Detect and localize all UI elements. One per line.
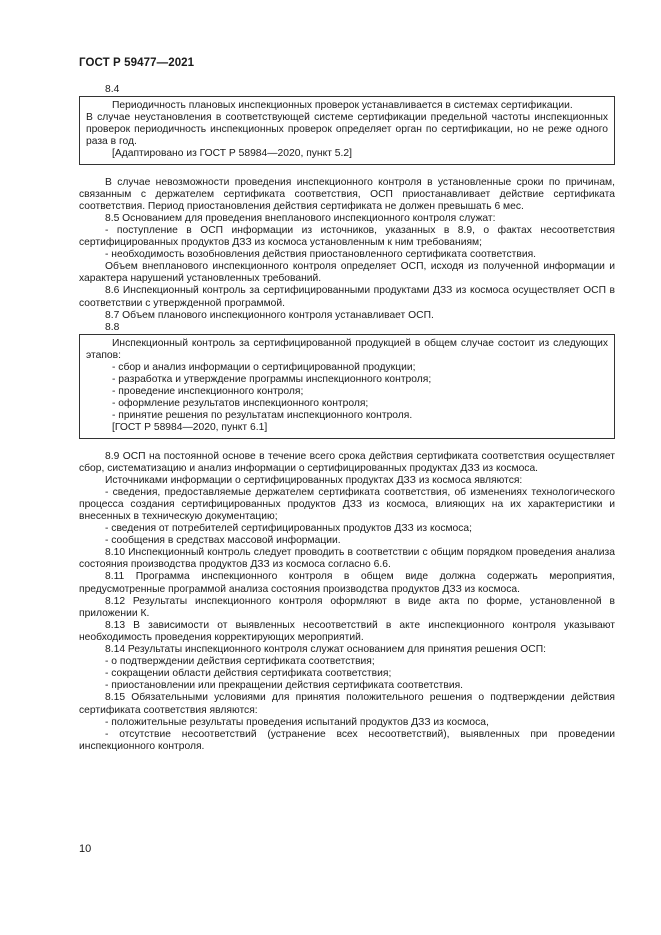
list-item: - сокращении области действия сертификата соответствия;	[105, 668, 392, 680]
page-body	[79, 84, 615, 753]
clause-8-4-frame	[79, 96, 615, 164]
list-item: - необходимость возобновления действия приостановленного сертификата соответствия.	[105, 249, 537, 261]
clause-8-15: 8.15 Обязательными условиями для принятия положительного решения о подтверждении действия сертификата соответствия являются:	[79, 692, 615, 716]
clause-8-8-label: 8.8	[105, 321, 120, 333]
list-item: - положительные результаты проведения испытаний продуктов ДЗЗ из космоса,	[105, 716, 489, 728]
list-item: - отсутствие несоответствий (устранение всех несоответствий), выявленных при проведении инспекционного контроля.	[79, 728, 615, 752]
clause-8-7: 8.7 Объем планового инспекционного контроля устанавливает ОСП.	[105, 309, 434, 321]
paragraph: В случае невозможности проведения инспекционного контроля в установленные сроки по причинам, связанным с держателем сертификата соответствия, ОСП приостанавливает действие сертификата соответствия. Период приостановления действия сертификата не должен превышать 6 мес.	[79, 176, 615, 212]
list-item: - сведения от потребителей сертифицированных продуктов ДЗЗ из космоса;	[105, 523, 473, 535]
paragraph: Источниками информации о сертифицированных продуктах ДЗЗ из космоса являются:	[105, 474, 523, 486]
clause-8-13: 8.13 В зависимости от выявленных несоответствий в акте инспекционного контроля указывают необходимость проведения корректирующих мероприятий.	[79, 619, 615, 643]
list-item: - разработка и утверждение программы инспекционного контроля;	[112, 374, 432, 386]
clause-8-12: 8.12 Результаты инспекционного контроля оформляют в виде акта по форме, установленной в приложении К.	[79, 595, 615, 619]
clause-8-11: 8.11 Программа инспекционного контроля в общем виде должна содержать мероприятия, предусмотренные программой анализа состояния производства продуктов ДЗЗ из космоса.	[79, 571, 615, 595]
list-item: - принятие решения по результатам инспекционного контроля.	[112, 410, 413, 422]
frame-paragraph: Периодичность плановых инспекционных проверок устанавливается в системах сертификации.	[112, 100, 573, 112]
list-item: - сбор и анализ информации о сертифицированной продукции;	[112, 361, 416, 373]
list-item: - о подтверждении действия сертификата соответствия;	[105, 656, 375, 668]
list-item: - сведения, предоставляемые держателем сертификата соответствия, об изменениях технологического процесса создания сертифицированных продуктов ДЗЗ из космоса, влияющих на их характеристики и внесенных в техническую документацию;	[79, 486, 615, 522]
clause-8-5: 8.5 Основанием для проведения внепланового инспекционного контроля служат:	[105, 212, 496, 224]
clause-8-9: 8.9 ОСП на постоянной основе в течение всего срока действия сертификата соответствия осуществляет сбор, систематизацию и анализ информации о сертифицированных продуктах ДЗЗ из космоса.	[79, 450, 615, 474]
list-item: - оформление результатов инспекционного контроля;	[112, 398, 369, 410]
frame-paragraph: В случае неустановления в соответствующей системе сертификации предельной частоты инспекционных проверок периодичность инспекционных проверок определяет орган по сертификации, но не реже одного раза в год.	[86, 112, 608, 148]
page-number: 10	[79, 843, 92, 855]
frame-intro: Инспекционный контроль за сертифицированной продукцией в общем случае состоит из следующих этапов:	[86, 337, 608, 361]
clause-8-6: 8.6 Инспекционный контроль за сертифицированными продуктами ДЗЗ из космоса осуществляет ОСП в соответствии с утвержденной программой.	[79, 285, 615, 309]
list-item: - сообщения в средствах массовой информации.	[105, 535, 341, 547]
clause-8-4-label: 8.4	[105, 84, 120, 95]
frame-reference: [ГОСТ Р 58984—2020, пункт 6.1]	[112, 422, 268, 434]
document-header: ГОСТ Р 59477—2021	[79, 57, 195, 69]
paragraph: Объем внепланового инспекционного контроля определяет ОСП, исходя из полученной информации и характера нарушений установленных требований.	[79, 261, 615, 285]
clause-8-10: 8.10 Инспекционный контроль следует проводить в соответствии с общим порядком проведения анализа состояния производства продуктов ДЗЗ из космоса согласно 6.6.	[79, 547, 615, 571]
list-item: - поступление в ОСП информации из источников, указанных в 8.9, о фактах несоответствия сертифицированных продуктов ДЗЗ из космоса установленным к ним требованиям;	[79, 224, 615, 249]
frame-reference: [Адаптировано из ГОСТ Р 58984—2020, пункт 5.2]	[112, 148, 352, 160]
list-item: - проведение инспекционного контроля;	[112, 386, 304, 398]
clause-8-8-frame	[79, 334, 615, 439]
list-item: - приостановлении или прекращении действия сертификата соответствия.	[105, 680, 464, 692]
clause-8-14: 8.14 Результаты инспекционного контроля служат основанием для принятия решения ОСП:	[105, 644, 546, 656]
